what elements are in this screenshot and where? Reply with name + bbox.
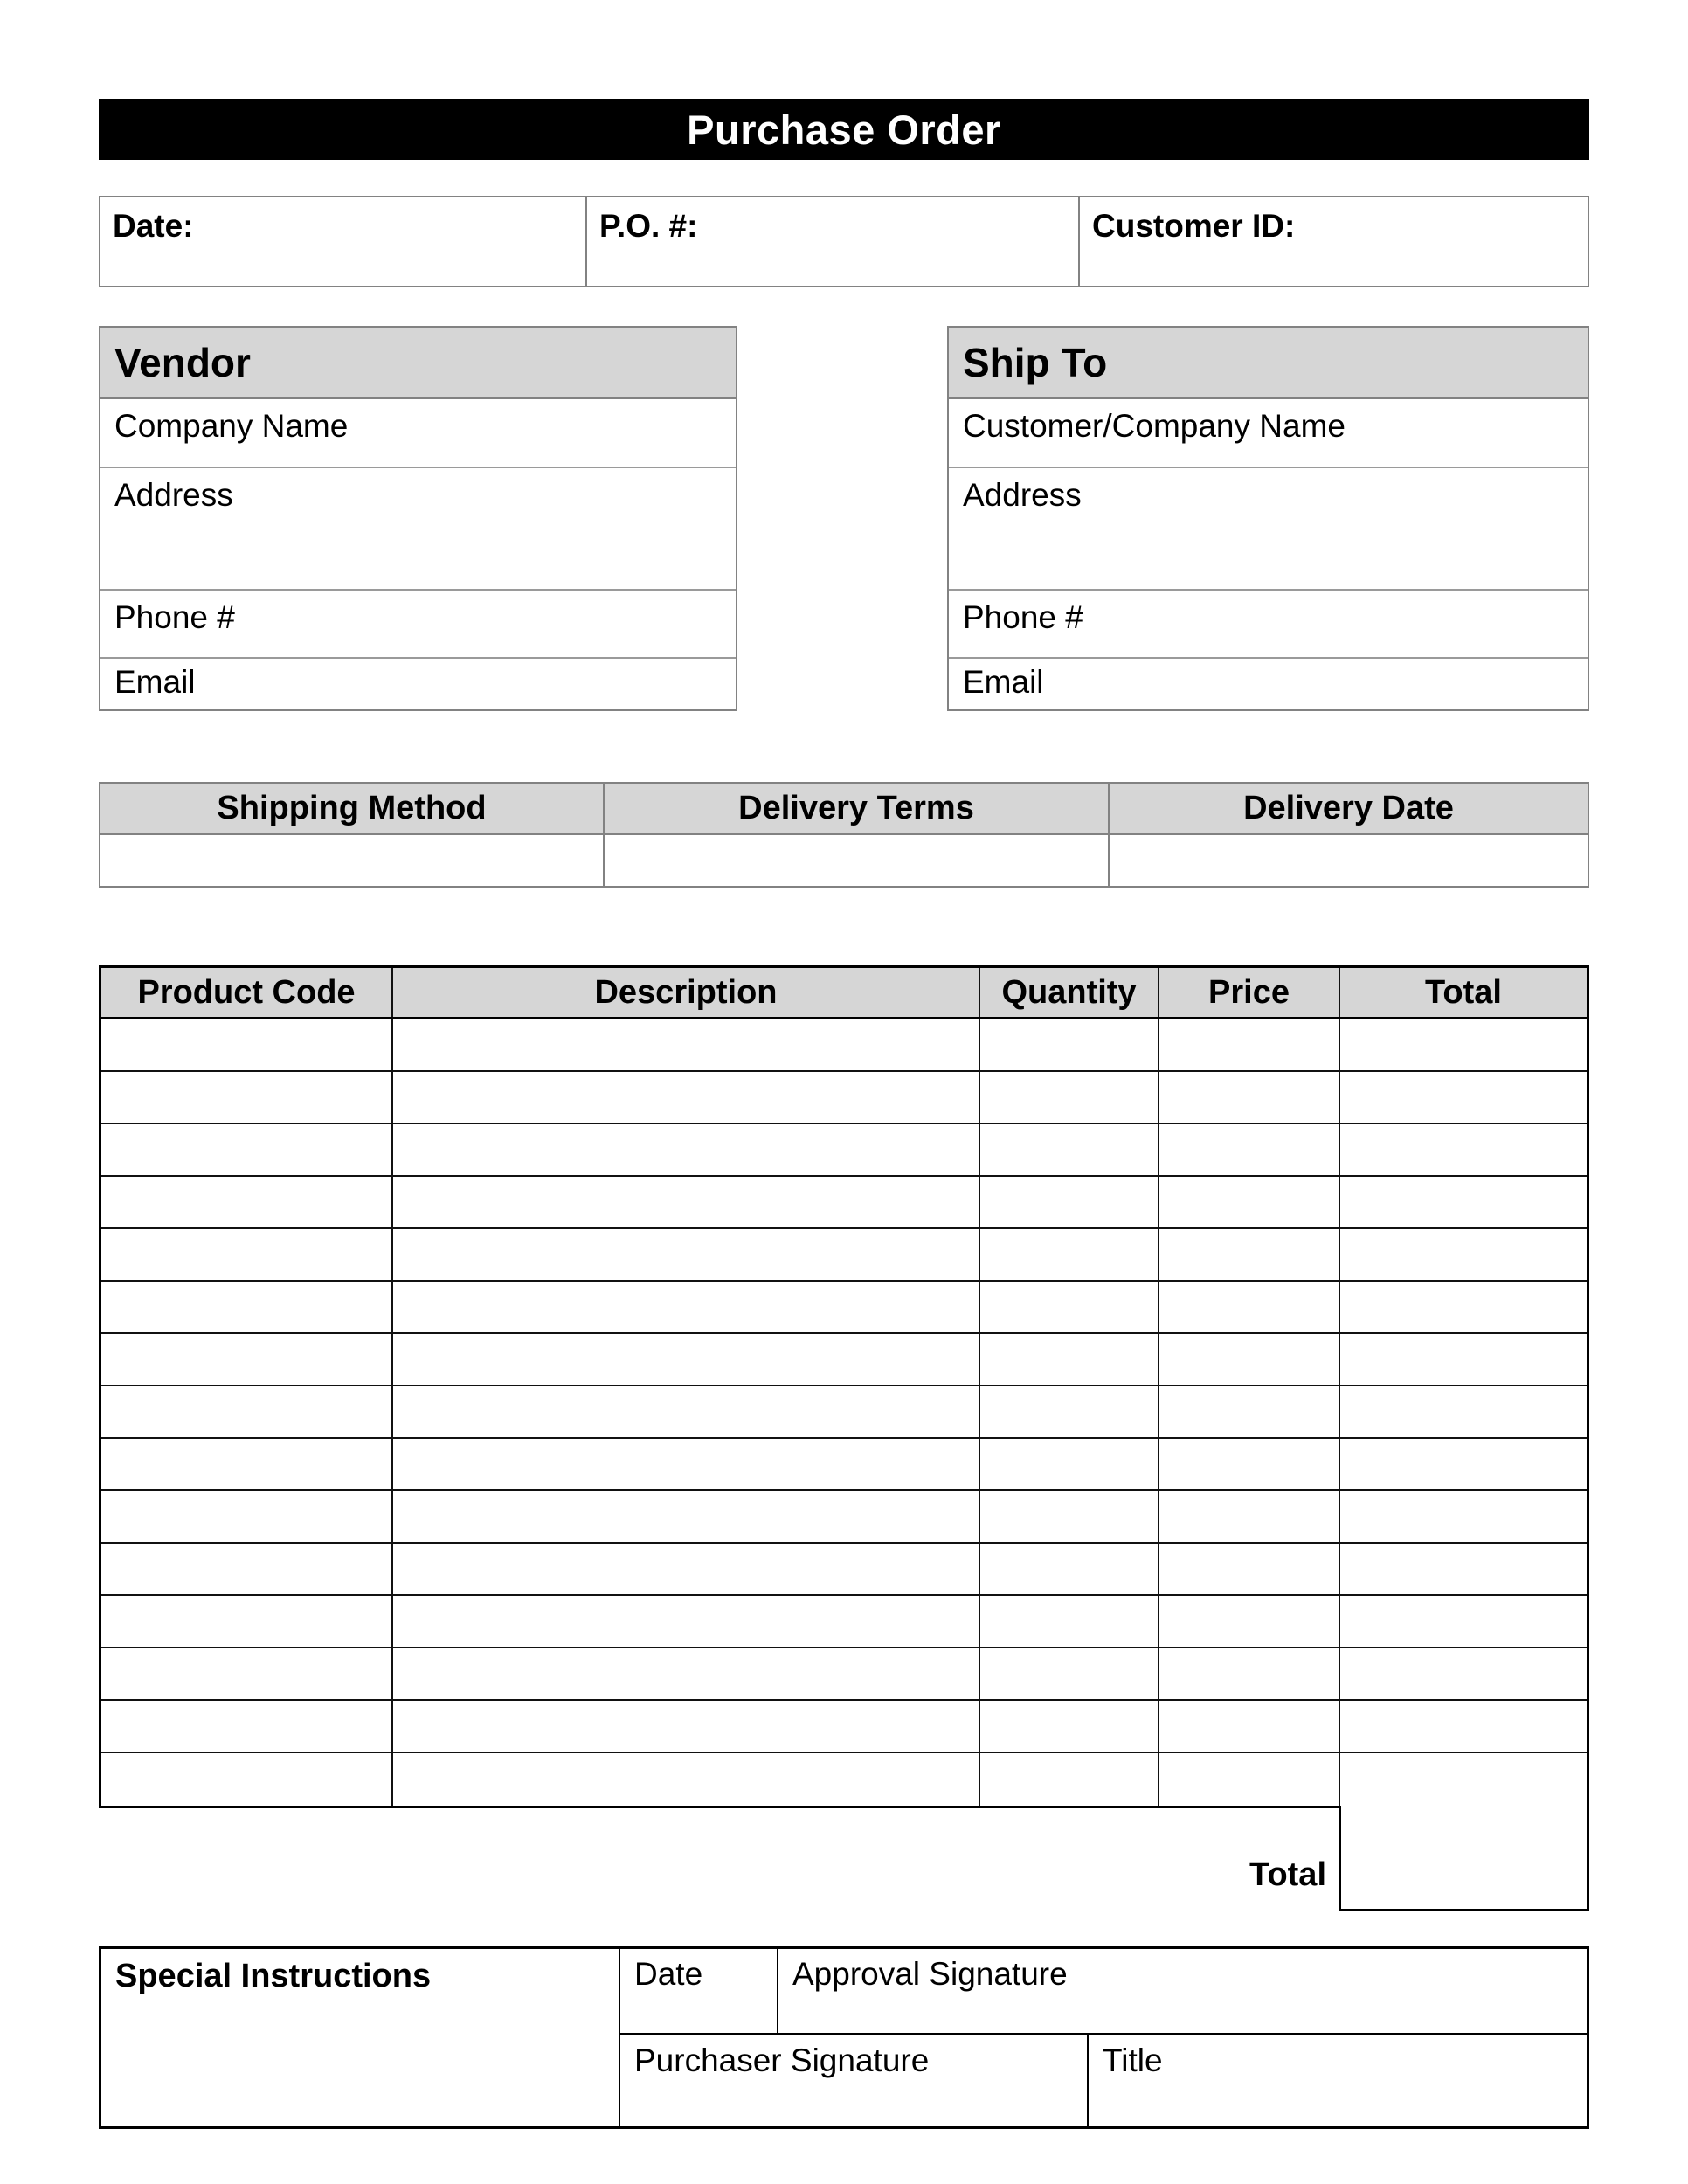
total-cell[interactable] xyxy=(1340,1072,1587,1123)
product-row xyxy=(101,1019,1587,1072)
quantity-cell[interactable] xyxy=(980,1282,1159,1332)
price-cell[interactable] xyxy=(1159,1124,1340,1175)
purchaser-title-label: Title xyxy=(1103,2042,1163,2078)
product-row xyxy=(101,1596,1587,1648)
title-bar xyxy=(99,99,1589,160)
quantity-cell[interactable] xyxy=(980,1124,1159,1175)
product-row xyxy=(101,1701,1587,1753)
quantity-cell[interactable] xyxy=(980,1648,1159,1699)
description-cell[interactable] xyxy=(393,1229,980,1280)
special-instructions-field[interactable] xyxy=(101,1949,620,2126)
purchaser-row xyxy=(620,2035,1587,2126)
price-cell[interactable] xyxy=(1159,1386,1340,1437)
price-cell[interactable] xyxy=(1159,1753,1340,1806)
price-cell[interactable] xyxy=(1159,1334,1340,1385)
quantity-cell[interactable] xyxy=(980,1386,1159,1437)
quantity-cell[interactable] xyxy=(980,1072,1159,1123)
description-cell[interactable] xyxy=(393,1019,980,1070)
description-cell[interactable] xyxy=(393,1282,980,1332)
ship-to-company-name-field[interactable]: Customer/Company Name xyxy=(949,399,1588,468)
price-cell[interactable] xyxy=(1159,1701,1340,1752)
total-cell[interactable] xyxy=(1340,1753,1587,1806)
product-row xyxy=(101,1439,1587,1491)
total-header: Total xyxy=(1425,973,1502,1011)
customer-id-label: Customer ID: xyxy=(1092,208,1296,244)
total-cell[interactable] xyxy=(1340,1386,1587,1437)
description-cell[interactable] xyxy=(393,1072,980,1123)
quantity-cell[interactable] xyxy=(980,1596,1159,1647)
product-code-cell[interactable] xyxy=(101,1124,393,1175)
product-code-cell[interactable] xyxy=(101,1019,393,1070)
vendor-email-field[interactable]: Email xyxy=(114,663,196,700)
quantity-cell[interactable] xyxy=(980,1753,1159,1806)
description-cell[interactable] xyxy=(393,1439,980,1489)
order-info-table xyxy=(99,196,1589,287)
purchaser-signature-label: Purchaser Signature xyxy=(634,2042,930,2078)
quantity-cell[interactable] xyxy=(980,1544,1159,1594)
delivery-date-field[interactable] xyxy=(1110,835,1588,886)
footer-section xyxy=(99,1946,1589,2129)
delivery-terms-field[interactable] xyxy=(605,835,1110,886)
product-row xyxy=(101,1282,1587,1334)
description-cell[interactable] xyxy=(393,1701,980,1752)
vendor-header: Vendor xyxy=(100,328,736,399)
product-row xyxy=(101,1229,1587,1282)
signature-area xyxy=(620,1949,1587,2126)
ship-to-header: Ship To xyxy=(949,328,1588,399)
total-cell[interactable] xyxy=(1340,1439,1587,1489)
description-cell[interactable] xyxy=(393,1544,980,1594)
delivery-date-header: Delivery Date xyxy=(1243,790,1454,826)
total-cell[interactable] xyxy=(1340,1596,1587,1647)
description-header: Description xyxy=(393,968,980,1017)
description-cell[interactable] xyxy=(393,1124,980,1175)
price-cell[interactable] xyxy=(1159,1177,1340,1227)
shipping-method-field[interactable] xyxy=(100,835,605,886)
total-cell[interactable] xyxy=(1340,1282,1587,1332)
ship-to-phone-field[interactable]: Phone # xyxy=(949,591,1588,659)
shipping-table xyxy=(99,782,1589,888)
product-code-cell[interactable] xyxy=(101,1386,393,1437)
description-cell[interactable] xyxy=(393,1753,980,1806)
quantity-cell[interactable] xyxy=(980,1177,1159,1227)
purchaser-title-field[interactable] xyxy=(1089,2035,1587,2126)
description-cell[interactable] xyxy=(393,1334,980,1385)
total-cell[interactable] xyxy=(1340,1229,1587,1280)
product-code-cell[interactable] xyxy=(101,1282,393,1332)
quantity-cell[interactable] xyxy=(980,1439,1159,1489)
product-code-cell[interactable] xyxy=(101,1596,393,1647)
product-code-cell[interactable] xyxy=(101,1701,393,1752)
product-code-cell[interactable] xyxy=(101,1648,393,1699)
product-code-cell[interactable] xyxy=(101,1491,393,1542)
price-cell[interactable] xyxy=(1159,1019,1340,1070)
purchaser-signature-field[interactable] xyxy=(620,2035,1089,2126)
description-cell[interactable] xyxy=(393,1491,980,1542)
shipping-table-header xyxy=(100,784,1588,835)
approval-row xyxy=(620,1949,1587,2035)
grand-total-label: Total xyxy=(1249,1856,1326,1893)
quantity-cell[interactable] xyxy=(980,1229,1159,1280)
products-table-header xyxy=(101,968,1587,1019)
price-cell[interactable] xyxy=(1159,1596,1340,1647)
po-number-field[interactable] xyxy=(587,197,1080,286)
vendor-section xyxy=(99,326,737,711)
date-field[interactable] xyxy=(100,197,587,286)
quantity-header: Quantity xyxy=(980,968,1159,1017)
total-cell[interactable] xyxy=(1340,1019,1587,1070)
product-row xyxy=(101,1072,1587,1124)
grand-total-field[interactable] xyxy=(1339,1806,1589,1911)
products-table xyxy=(99,965,1589,1808)
price-header: Price xyxy=(1159,968,1340,1017)
vendor-company-name-field[interactable]: Company Name xyxy=(100,399,736,468)
description-cell[interactable] xyxy=(393,1596,980,1647)
ship-to-section xyxy=(947,326,1589,711)
approval-signature-label: Approval Signature xyxy=(792,1956,1068,1992)
product-code-cell[interactable] xyxy=(101,1177,393,1227)
shipping-table-row xyxy=(100,835,1588,886)
approval-date-label: Date xyxy=(634,1956,703,1992)
customer-id-field[interactable] xyxy=(1080,197,1588,286)
ship-to-address-field[interactable]: Address xyxy=(949,468,1588,591)
product-row xyxy=(101,1124,1587,1177)
price-cell[interactable] xyxy=(1159,1229,1340,1280)
shipping-method-header: Shipping Method xyxy=(100,784,605,833)
vendor-address-field[interactable]: Address xyxy=(100,468,736,591)
total-cell[interactable] xyxy=(1340,1648,1587,1699)
price-cell[interactable] xyxy=(1159,1491,1340,1542)
quantity-cell[interactable] xyxy=(980,1334,1159,1385)
approval-signature-field[interactable] xyxy=(778,1949,1587,2033)
total-cell[interactable] xyxy=(1340,1491,1587,1542)
vendor-phone-field[interactable]: Phone # xyxy=(100,591,736,659)
special-instructions-label: Special Instructions xyxy=(115,1958,432,1994)
total-cell[interactable] xyxy=(1340,1177,1587,1227)
page-title: Purchase Order xyxy=(687,106,1001,153)
description-cell[interactable] xyxy=(393,1648,980,1699)
product-row xyxy=(101,1544,1587,1596)
product-row xyxy=(101,1334,1587,1386)
approval-date-field[interactable] xyxy=(620,1949,778,2033)
delivery-terms-header: Delivery Terms xyxy=(605,784,1110,833)
total-cell[interactable] xyxy=(1340,1124,1587,1175)
price-cell[interactable] xyxy=(1159,1544,1340,1594)
total-cell[interactable] xyxy=(1340,1334,1587,1385)
date-label: Date: xyxy=(113,208,194,244)
product-code-cell[interactable] xyxy=(101,1544,393,1594)
product-row xyxy=(101,1648,1587,1701)
product-code-cell[interactable] xyxy=(101,1334,393,1385)
product-code-cell[interactable] xyxy=(101,1439,393,1489)
quantity-cell[interactable] xyxy=(980,1701,1159,1752)
ship-to-email-field[interactable]: Email xyxy=(963,663,1044,700)
product-code-header: Product Code xyxy=(101,968,393,1017)
total-cell[interactable] xyxy=(1340,1701,1587,1752)
price-cell[interactable] xyxy=(1159,1282,1340,1332)
price-cell[interactable] xyxy=(1159,1439,1340,1489)
quantity-cell[interactable] xyxy=(980,1491,1159,1542)
product-row xyxy=(101,1491,1587,1544)
product-row xyxy=(101,1177,1587,1229)
description-cell[interactable] xyxy=(393,1386,980,1437)
product-row xyxy=(101,1753,1587,1806)
product-row xyxy=(101,1386,1587,1439)
po-number-label: P.O. #: xyxy=(599,208,698,244)
total-cell[interactable] xyxy=(1340,1544,1587,1594)
description-cell[interactable] xyxy=(393,1177,980,1227)
product-code-cell[interactable] xyxy=(101,1229,393,1280)
product-code-cell[interactable] xyxy=(101,1072,393,1123)
product-code-cell[interactable] xyxy=(101,1753,393,1806)
quantity-cell[interactable] xyxy=(980,1019,1159,1070)
price-cell[interactable] xyxy=(1159,1648,1340,1699)
price-cell[interactable] xyxy=(1159,1072,1340,1123)
